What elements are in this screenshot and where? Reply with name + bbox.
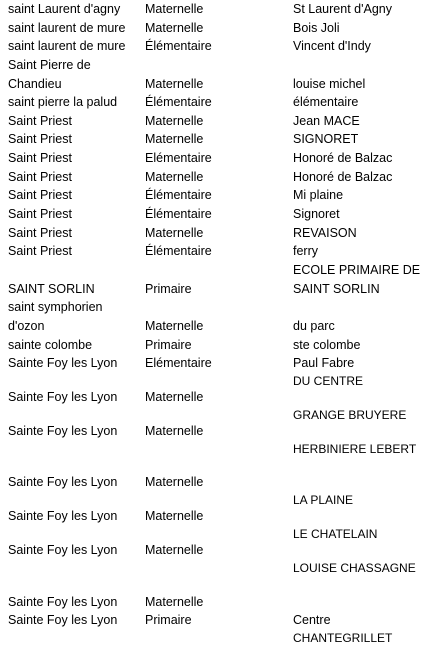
ecole-cell: Vincent d'Indy [293,39,371,53]
commune-cell: Saint Priest [8,226,72,240]
type-cell: Primaire [145,613,192,627]
ecole-cell: HERBINIERE LEBERT [293,442,417,456]
ecole-cell: LE CHATELAIN [293,527,378,541]
type-cell: Maternelle [145,114,204,128]
type-cell: Maternelle [145,226,204,240]
type-cell: Maternelle [145,390,204,404]
type-cell: Élémentaire [145,244,212,258]
commune-cell: Sainte Foy les Lyon [8,424,118,438]
ecole-cell: du parc [293,319,335,333]
ecole-cell: St Laurent d'Agny [293,2,392,16]
ecole-cell: Honoré de Balzac [293,151,393,165]
commune-cell: saint laurent de mure [8,39,126,53]
ecole-cell: élémentaire [293,95,359,109]
type-cell: Élémentaire [145,95,212,109]
type-cell: Maternelle [145,509,204,523]
commune-cell-line2: d'ozon [8,319,45,333]
commune-cell: Saint Priest [8,132,72,146]
type-cell: Maternelle [145,424,204,438]
type-cell: Maternelle [145,77,204,91]
type-cell: Maternelle [145,2,204,16]
type-cell: Maternelle [145,543,204,557]
ecole-cell: GRANGE BRUYERE [293,408,407,422]
ecole-cell: ferry [293,244,318,258]
ecole-cell: Bois Joli [293,21,340,35]
ecole-cell: LA PLAINE [293,493,354,507]
type-cell: Maternelle [145,132,204,146]
commune-cell: Saint Priest [8,170,72,184]
commune-cell: saint Laurent d'agny [8,2,121,16]
commune-cell: Saint Priest [8,188,72,202]
ecole-cell: REVAISON [293,226,357,240]
commune-cell: Saint Priest [8,114,72,128]
commune-cell-line2: Chandieu [8,77,62,91]
ecole-cell-line2: CHANTEGRILLET [293,631,393,645]
commune-cell: Sainte Foy les Lyon [8,390,118,404]
commune-cell-line1: Saint Pierre de [8,58,91,72]
type-cell: Élémentaire [145,207,212,221]
ecole-cell: Honoré de Balzac [293,170,393,184]
ecole-cell: ste colombe [293,338,361,352]
commune-cell: saint laurent de mure [8,21,126,35]
ecole-cell-line2: SAINT SORLIN [293,282,380,296]
ecole-cell: Jean MACE [293,114,360,128]
commune-cell: Sainte Foy les Lyon [8,475,118,489]
ecole-cell: Signoret [293,207,340,221]
type-cell: Maternelle [145,475,204,489]
type-cell: Primaire [145,338,192,352]
ecole-cell: LOUISE CHASSAGNE [293,561,416,575]
ecole-cell: Paul Fabre [293,356,355,370]
type-cell: Maternelle [145,21,204,35]
type-cell: Primaire [145,282,192,296]
type-cell: Élémentaire [145,188,212,202]
type-cell: Maternelle [145,319,204,333]
commune-cell: sainte colombe [8,338,93,352]
ecole-cell-line1: ECOLE PRIMAIRE DE [293,263,421,277]
commune-cell: Sainte Foy les Lyon [8,595,118,609]
type-cell: Maternelle [145,595,204,609]
commune-cell: Sainte Foy les Lyon [8,509,118,523]
ecole-cell-line1: Centre [293,613,331,627]
commune-cell: Saint Priest [8,151,72,165]
type-cell: Elémentaire [145,151,212,165]
commune-cell: saint pierre la palud [8,95,118,109]
ecole-cell: Mi plaine [293,188,344,202]
type-cell: Maternelle [145,170,204,184]
type-cell: Élémentaire [145,39,212,53]
ecole-cell: louise michel [293,77,366,91]
commune-cell: Sainte Foy les Lyon [8,613,118,627]
ecole-cell: SIGNORET [293,132,359,146]
commune-cell-line1: saint symphorien [8,300,103,314]
commune-cell: Sainte Foy les Lyon [8,543,118,557]
commune-cell: Sainte Foy les Lyon [8,356,118,370]
commune-cell: Saint Priest [8,207,72,221]
ecole-cell: DU CENTRE [293,374,364,388]
commune-cell: SAINT SORLIN [8,282,95,296]
type-cell: Elémentaire [145,356,212,370]
commune-cell: Saint Priest [8,244,72,258]
